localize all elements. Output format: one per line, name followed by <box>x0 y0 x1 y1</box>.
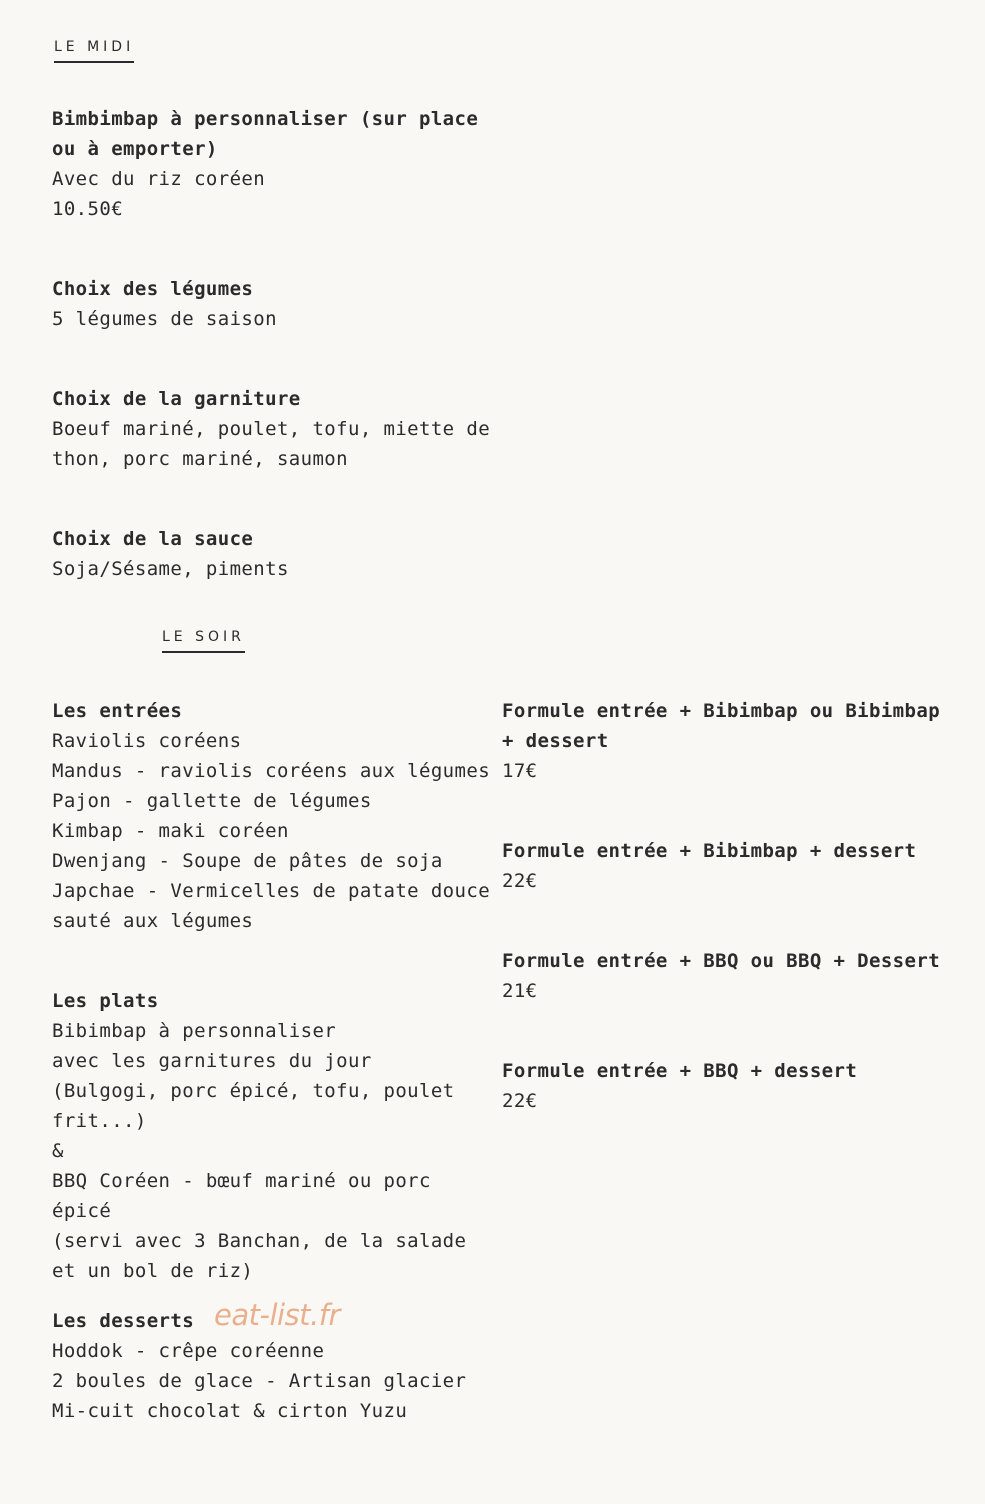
list-item: & <box>52 1140 64 1162</box>
formule-title: Formule entrée + BBQ ou BBQ + Dessert <box>502 950 941 972</box>
section-heading-soir: LE SOIR <box>162 628 245 653</box>
list-item: Raviolis coréens <box>52 730 242 752</box>
formule-price: 21€ <box>502 980 538 1002</box>
section-heading-midi: LE MIDI <box>54 38 134 63</box>
menu-item-title: Choix de la sauce <box>52 528 254 550</box>
list-item: Japchae - Vermicelles de patate douce sauté aux légumes <box>52 880 491 932</box>
menu-item-price: 10.50€ <box>52 198 124 220</box>
list-item: Kimbap - maki coréen <box>52 820 289 842</box>
list-item: 2 boules de glace - Artisan glacier <box>52 1370 467 1392</box>
formule-price: 22€ <box>502 870 538 892</box>
category-title: Les entrées <box>52 700 183 722</box>
menu-item-description: Avec du riz coréen <box>52 168 266 190</box>
list-item: Pajon - gallette de légumes <box>52 790 372 812</box>
menu-item-description: Boeuf mariné, poulet, tofu, miette de thon, porc mariné, saumon <box>52 418 491 470</box>
list-item: (servi avec 3 Banchan, de la salade et un bol de riz) <box>52 1230 467 1282</box>
list-item: avec les garnitures du jour <box>52 1050 372 1072</box>
list-item: Mandus - raviolis coréens aux légumes <box>52 760 491 782</box>
menu-item-title: Choix des légumes <box>52 278 254 300</box>
list-item: (Bulgogi, porc épicé, tofu, poulet frit...) <box>52 1080 455 1132</box>
menu-item-title: Bimbimbap à personnaliser (sur place ou à emporter) <box>52 108 479 160</box>
list-item: BBQ Coréen - bœuf mariné ou porc épicé <box>52 1170 431 1222</box>
menu-item-description: Soja/Sésame, piments <box>52 558 289 580</box>
watermark: eat-list.fr <box>214 1298 340 1332</box>
formule-title: Formule entrée + Bibimbap + dessert <box>502 840 917 862</box>
formule-title: Formule entrée + BBQ + dessert <box>502 1060 858 1082</box>
formule-item <box>502 836 952 896</box>
menu-item-legumes <box>52 274 502 334</box>
formule-title: Formule entrée + Bibimbap ou Bibimbap + dessert <box>502 700 941 752</box>
menu-item-bibimbap <box>52 104 502 224</box>
formule-item <box>502 696 952 786</box>
menu-category-plats <box>52 986 492 1286</box>
formule-item <box>502 1056 952 1116</box>
menu-item-title: Choix de la garniture <box>52 388 301 410</box>
list-item: Bibimbap à personnaliser <box>52 1020 337 1042</box>
formule-price: 22€ <box>502 1090 538 1112</box>
menu-item-garniture <box>52 384 492 474</box>
formule-item <box>502 946 952 1006</box>
menu-category-entrees <box>52 696 492 936</box>
category-title: Les plats <box>52 990 159 1012</box>
list-item: Dwenjang - Soupe de pâtes de soja <box>52 850 443 872</box>
menu-item-sauce <box>52 524 502 584</box>
list-item: Hoddok - crêpe coréenne <box>52 1340 325 1362</box>
formule-price: 17€ <box>502 760 538 782</box>
category-title: Les desserts <box>52 1310 195 1332</box>
menu-item-description: 5 légumes de saison <box>52 308 277 330</box>
list-item: Mi-cuit chocolat & cirton Yuzu <box>52 1400 408 1422</box>
